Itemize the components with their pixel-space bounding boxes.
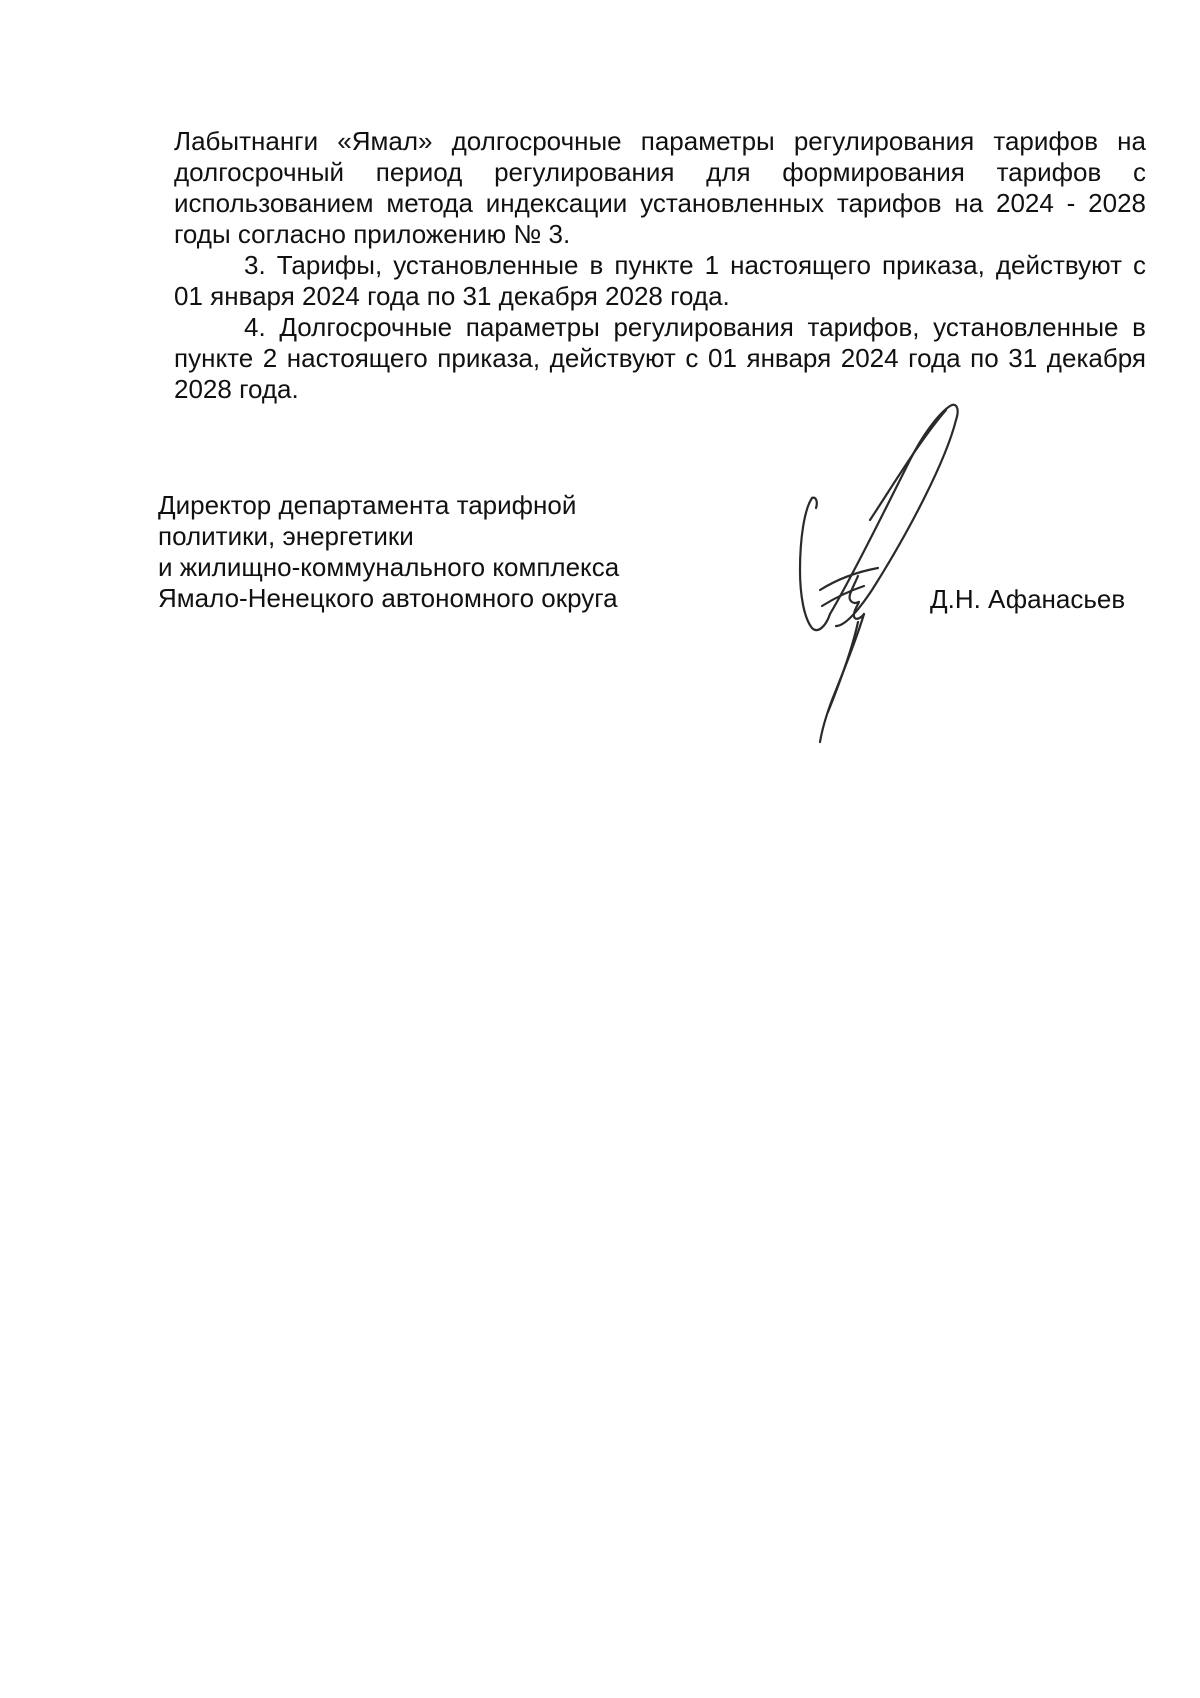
position-line-2: политики, энергетики [158, 521, 414, 551]
paragraph-continuation: Лабытнанги «Ямал» долгосрочные параметры регулирования тарифов на долгосрочный период регулирования для формирования тарифов с использованием метода индексации установленных тарифов на 2024 - 2028 годы согласно приложению № 3. [174, 126, 1146, 249]
position-line-1: Директор департамента тарифной [158, 490, 577, 520]
paragraph-item-3: 3. Тарифы, установленные в пункте 1 настоящего приказа, действуют с 01 января 2024 года по 31 декабря 2028 года. [174, 250, 1146, 311]
position-line-4: Ямало-Ненецкого автономного округа [158, 583, 618, 613]
paragraph-item-4: 4. Долгосрочные параметры регулирования тарифов, установленные в пункте 2 настоящего приказа, действуют с 01 января 2024 года по 31 декабря 2028 года. [174, 312, 1146, 404]
signer-name: Д.Н. Афанасьев [930, 584, 1126, 614]
document-body [174, 126, 1146, 405]
position-line-3: и жилищно-коммунального комплекса [158, 552, 620, 582]
handwritten-signature [760, 400, 1000, 750]
signatory-position [158, 490, 678, 614]
